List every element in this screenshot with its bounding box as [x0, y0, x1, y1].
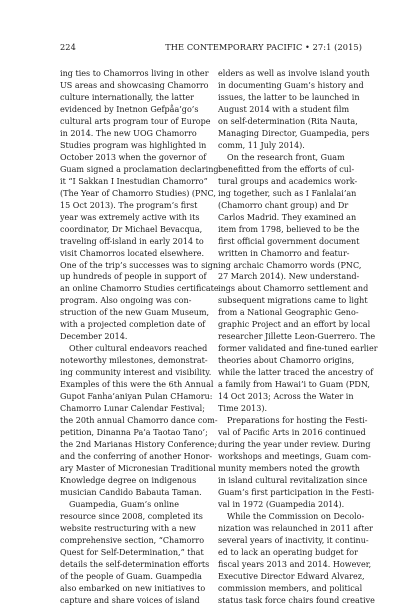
- right-column: [218, 68, 378, 607]
- text-line: workshops and meetings, Guam com-: [218, 452, 371, 461]
- text-line: several years of inactivity, it continu-: [218, 535, 369, 545]
- text-line: 14 Oct 2013; Across the Water in: [218, 392, 354, 402]
- text-line: On the research front, Guam: [227, 152, 345, 162]
- text-line: noteworthy milestones, demonstrat-: [60, 356, 208, 366]
- text-line: Guam signed a proclamation declaring: [60, 164, 219, 174]
- text-line: theories about Chamorro origins,: [218, 356, 355, 366]
- text-line: during the year under review. During: [218, 440, 371, 450]
- text-line: Guam’s first participation in the Festi-: [218, 487, 375, 497]
- text-line: the 20th annual Chamorro dance com-: [60, 416, 218, 426]
- text-line: visit Chamorros located elsewhere.: [60, 248, 205, 258]
- text-line: it “I Sakkan I Inestudian Chamorro”: [60, 176, 208, 186]
- page-number: 224: [60, 42, 76, 52]
- text-line: issues, the latter to be launched in: [218, 92, 360, 102]
- text-line: resource since 2008, completed its: [60, 511, 203, 521]
- text-line: traveling off-island in early 2014 to: [60, 236, 204, 246]
- text-line: in documenting Guam’s history and: [218, 80, 364, 90]
- text-line: first official government document: [218, 236, 360, 246]
- text-line: an online Chamorro Studies certificate: [60, 284, 219, 294]
- text-line: While the Commission on Decolo-: [227, 511, 365, 521]
- left-column: [60, 68, 219, 607]
- text-line: ing ties to Chamorros living in other: [60, 69, 209, 78]
- text-line: December 2014.: [60, 332, 128, 342]
- running-header: [60, 42, 362, 54]
- text-line: Time 2013).: [218, 404, 268, 414]
- text-line: Preparations for hosting the Festi-: [227, 416, 368, 426]
- text-line: year was extremely active with its: [60, 212, 200, 222]
- text-line: cultural arts program tour of Europe: [60, 116, 211, 126]
- text-line: a family from Hawai’i to Guam (PDN,: [218, 380, 370, 390]
- text-line: US areas and showcasing Chamorro: [60, 80, 209, 90]
- text-line: elders as well as involve island youth: [218, 69, 370, 78]
- text-line: Knowledge degree on indigenous: [60, 475, 197, 485]
- text-line: on self-determination (Rita Nauta,: [218, 116, 358, 126]
- text-line: val in 1972 (Guampedia 2014).: [218, 499, 345, 509]
- text-line: ary Master of Micronesian Traditional: [60, 463, 216, 473]
- text-line: munity members noted the growth: [218, 463, 360, 473]
- text-line: comprehensive section, “Chamorro: [60, 535, 205, 545]
- text-line: item from 1798, believed to be the: [218, 224, 360, 234]
- text-line: August 2014 with a student film: [218, 104, 350, 114]
- text-line: 27 March 2014). New understand-: [218, 272, 360, 282]
- text-line: Gupot Fanha’aniyan Pulan CHamoru:: [60, 392, 213, 402]
- text-line: Quest for Self-Determination,” that: [60, 547, 204, 557]
- text-line: written in Chamorro and featur-: [218, 248, 350, 258]
- text-line: benefitted from the efforts of cul-: [218, 164, 355, 174]
- text-line: subsequent migrations came to light: [218, 296, 368, 306]
- text-line: tural groups and academics work-: [218, 176, 358, 186]
- text-line: October 2013 when the governor of: [60, 152, 207, 162]
- text-line: Examples of this were the 6th Annual: [60, 380, 214, 390]
- text-line: of the people of Guam. Guampedia: [60, 571, 202, 581]
- text-line: One of the trip’s successes was to sign: [60, 260, 219, 270]
- text-line: while the latter traced the ancestry of: [218, 368, 374, 378]
- text-line: ings about Chamorro settlement and: [218, 284, 369, 294]
- text-line: graphic Project and an effort by local: [218, 320, 371, 330]
- text-line: coordinator, Dr Michael Bevacqua,: [60, 224, 203, 234]
- text-line: musician Candido Babauta Taman.: [60, 487, 202, 497]
- text-line: researcher Jillette Leon-Guerrero. The: [218, 332, 376, 342]
- text-line: capture and share voices of island: [60, 595, 200, 605]
- text-line: from a National Geographic Geno-: [218, 308, 359, 318]
- text-line: website restructuring with a new: [60, 523, 196, 533]
- text-line: and the conferring of another Honor-: [60, 452, 213, 461]
- text-line: details the self-determination efforts: [60, 559, 210, 569]
- text-line: comm, 11 July 2014).: [218, 140, 305, 150]
- text-line: Guampedia, Guam’s online: [69, 499, 179, 509]
- text-line: ing community interest and visibility.: [60, 368, 212, 378]
- text-line: the 2nd Marianas History Conference;: [60, 440, 218, 450]
- text-line: Carlos Madrid. They examined an: [218, 212, 357, 222]
- text-line: ing archaic Chamorro words (PNC,: [218, 260, 362, 270]
- text-line: ing together, such as I Fanlalai’an: [218, 188, 357, 198]
- text-line: in 2014. The new UOG Chamorro: [60, 128, 197, 138]
- text-line: commission members, and political: [218, 583, 363, 593]
- text-line: (The Year of Chamorro Studies) (PNC,: [60, 188, 216, 198]
- text-line: culture internationally, the latter: [60, 92, 194, 102]
- text-line: up hundreds of people in support of: [60, 272, 207, 282]
- text-line: program. Also ongoing was con-: [60, 296, 192, 306]
- text-line: struction of the new Guam Museum,: [60, 308, 210, 318]
- text-line: evidenced by Inetnon Gefpåa’go’s: [60, 104, 199, 114]
- text-line: nization was relaunched in 2011 after: [218, 523, 374, 533]
- text-line: petition, Dinanna Pa’a Taotao Tano’;: [60, 428, 208, 438]
- text-line: with a projected completion date of: [60, 320, 206, 330]
- text-line: 15 Oct 2013). The program’s first: [60, 200, 198, 210]
- text-line: Managing Director, Guampedia, pers: [218, 128, 370, 138]
- text-line: Chamorro Lunar Calendar Festival;: [60, 404, 205, 414]
- text-line: Studies program was highlighted in: [60, 140, 207, 150]
- text-line: also embarked on new initiatives to: [60, 583, 206, 593]
- text-line: former validated and fine-tuned earlier: [218, 344, 378, 354]
- text-line: ed to lack an operating budget for: [218, 547, 358, 557]
- text-line: Other cultural endeavors reached: [69, 344, 208, 354]
- text-line: fiscal years 2013 and 2014. However,: [218, 559, 372, 569]
- text-line: (Chamorro chant group) and Dr: [218, 200, 349, 210]
- text-line: Executive Director Edward Alvarez,: [218, 571, 365, 581]
- journal-title: THE CONTEMPORARY PACIFIC • 27:1 (2015): [165, 42, 362, 52]
- text-line: in island cultural revitalization since: [218, 475, 368, 485]
- text-line: val of Pacific Arts in 2016 continued: [218, 428, 366, 438]
- text-line: status task force chairs found creative: [218, 595, 375, 605]
